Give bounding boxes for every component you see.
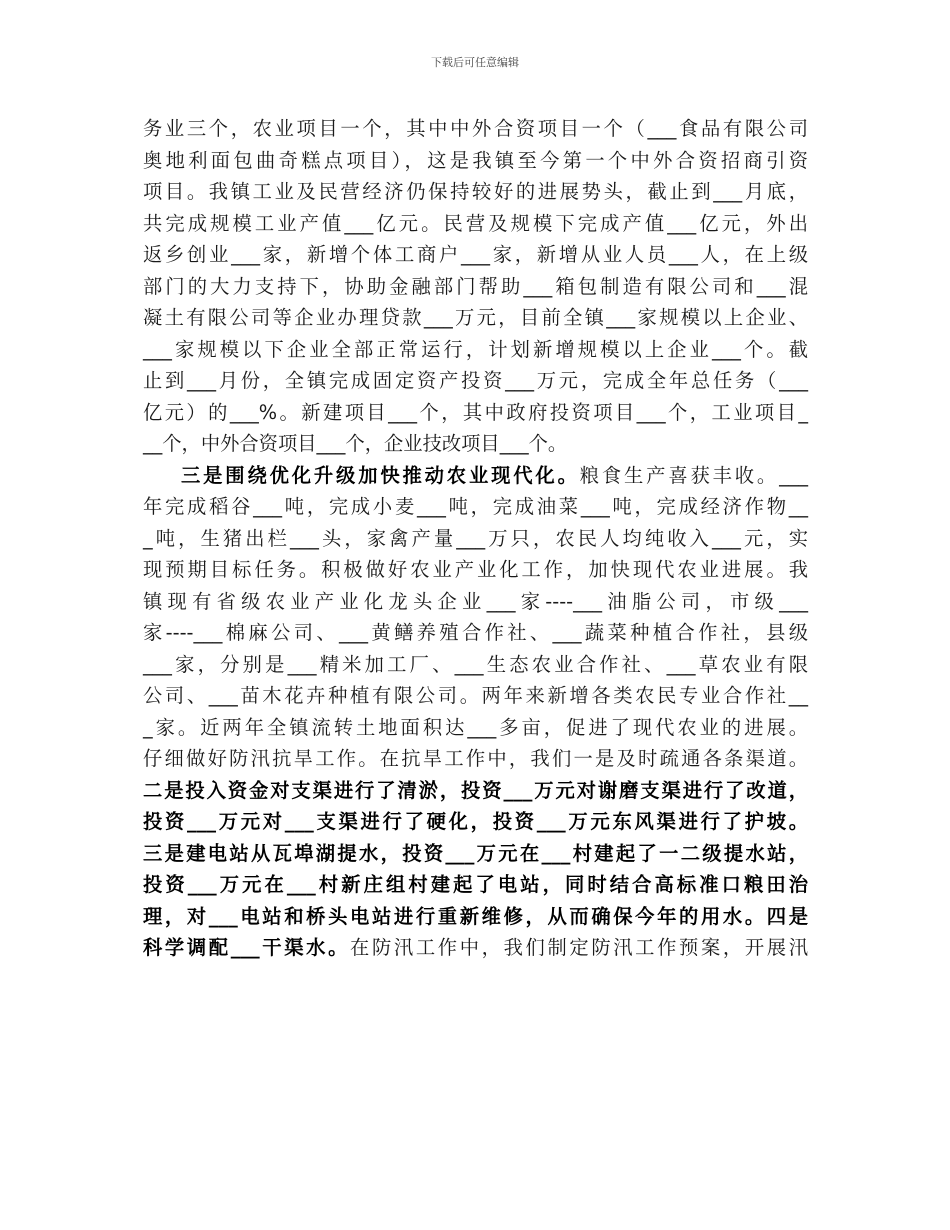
text-line: _家。近两年全镇流转土地面积达___多亩，促进了现代农业的进展。 [143,715,808,739]
text-line: 公司、___苗木花卉种植有限公司。两年来新增各类农民专业合作社__ [143,684,808,707]
text-line: __个，中外合资项目___个，企业技改项目___个。 [143,432,568,455]
text-line: 凝土有限公司等企业办理贷款___万元，目前全镇___家规模以上企业、 [143,306,808,329]
text-run: 在防汛工作中，我们制定防汛工作预案，开展汛 [350,936,809,959]
page-header: 下载后可任意编辑 [431,56,519,69]
section-heading: 三是围绕优化升级加快推动农业现代化。 [181,463,580,487]
text-line [143,932,808,964]
text-line: 年完成稻谷___吨，完成小麦___吨，完成油菜___吨，完成经济作物__ [143,495,808,518]
text-line: 仔细做好防汛抗旱工作。在抗旱工作中，我们一是及时疏通各条渠道。 [143,747,808,770]
bold-text-line: 投资___万元在___村新庄组村建起了电站，同时结合高标准口粮田治 [143,873,808,896]
text-line: 共完成规模工业产值___亿元。民营及规模下完成产值___亿元，外出 [143,211,808,235]
text-line: 止到___月份，全镇完成固定资产投资___万元，完成全年总任务（___ [143,369,808,392]
bold-text-line: 三是建电站从瓦埠湖提水，投资___万元在___村建起了一二级提水站， [143,841,808,865]
document-body [143,113,808,964]
text-line: 亿元）的___%。新建项目___个，其中政府投资项目___个，工业项目_ [143,400,808,424]
bold-text-line: 投资___万元对___支渠进行了硬化，投资___万元东风渠进行了护坡。 [143,810,808,833]
text-line: _吨，生猪出栏___头，家禽产量___万只，农民人均纯收入___元，实 [143,526,808,550]
text-run: 粮食生产喜获丰收。___ [579,463,808,487]
text-line: 现预期目标任务。积极做好农业产业化工作，加快现代农业进展。我 [143,558,808,581]
text-line: 家----___棉麻公司、___黄鳝养殖合作社、___蔬菜种植合作社，县级 [143,621,808,644]
text-line: 返乡创业___家，新增个体工商户___家，新增从业人员___人，在上级 [143,243,808,266]
text-line: ___家规模以下企业全部正常运行，计划新增规模以上企业___个。截 [143,337,808,361]
text-line: 部门的大力支持下，协助金融部门帮助___箱包制造有限公司和___混 [143,274,808,298]
paragraph-start-line [143,460,808,492]
bold-text-line: 二是投入资金对支渠进行了清淤，投资___万元对谢磨支渠进行了改道， [143,778,808,802]
bold-text-run: 科学调配___干渠水。 [143,936,351,959]
bold-text-line: 理，对___电站和桥头电站进行重新维修，从而确保今年的用水。四是 [143,904,808,928]
text-line: 务业三个，农业项目一个，其中中外合资项目一个（___食品有限公司 [143,117,808,140]
text-line: 镇现有省级农业产业化龙头企业___家----___油脂公司，市级___ [143,589,808,613]
text-line: 项目。我镇工业及民营经济仍保持较好的进展势头，截止到___月底， [143,180,808,203]
text-line: 奥地利面包曲奇糕点项目），这是我镇至今第一个中外合资招商引资 [143,148,808,172]
text-line: ___家，分别是___精米加工厂、___生态农业合作社、___草农业有限 [143,652,808,676]
